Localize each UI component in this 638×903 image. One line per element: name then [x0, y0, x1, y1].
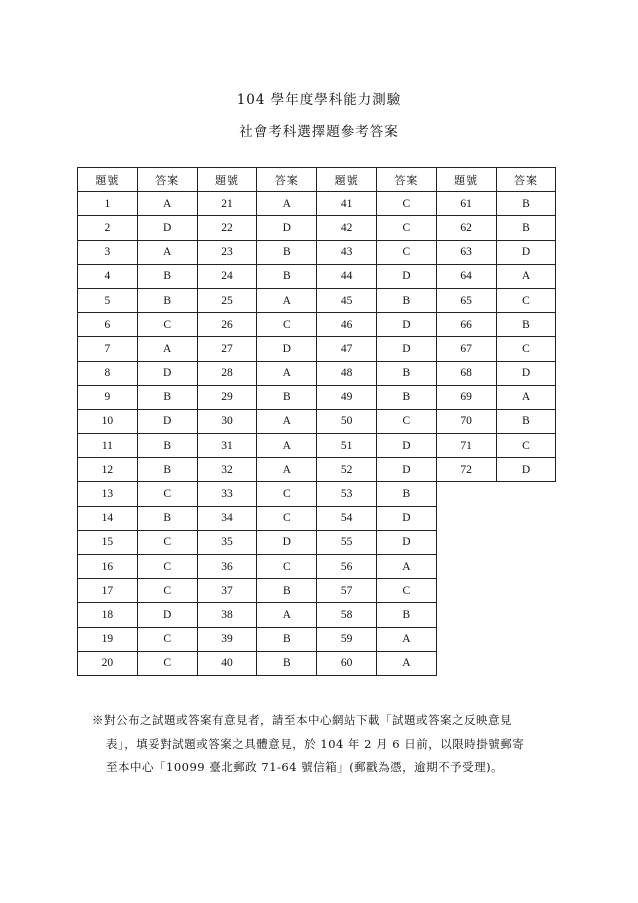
document-title: 104 學年度學科能力測驗	[236, 92, 402, 108]
answer-cell: B	[496, 192, 556, 216]
question-number-cell: 21	[197, 192, 257, 216]
answer-cell: D	[376, 434, 436, 458]
question-number-cell: 22	[197, 216, 257, 240]
answer-cell: B	[137, 506, 197, 530]
question-number-cell: 9	[78, 385, 138, 409]
answer-cell: B	[376, 361, 436, 385]
question-number-cell: 2	[78, 216, 138, 240]
table-row	[78, 240, 556, 264]
table-row	[78, 192, 556, 216]
question-number-cell: 58	[317, 603, 377, 627]
answer-cell: B	[257, 240, 317, 264]
question-number-cell: 55	[317, 530, 377, 554]
answer-cell: A	[376, 651, 436, 675]
question-number-cell: 57	[317, 579, 377, 603]
question-number-cell: 5	[78, 288, 138, 312]
answer-cell: B	[496, 313, 556, 337]
question-number-cell: 24	[197, 264, 257, 288]
answer-cell: A	[257, 288, 317, 312]
question-number-cell: 12	[78, 458, 138, 482]
answer-cell: A	[137, 240, 197, 264]
question-number-cell: 26	[197, 313, 257, 337]
answer-cell: B	[257, 651, 317, 675]
question-number-cell: 66	[436, 313, 496, 337]
empty-cell	[436, 579, 496, 603]
answer-cell: C	[137, 627, 197, 651]
table-row	[78, 288, 556, 312]
answer-cell: B	[137, 385, 197, 409]
empty-cell	[496, 530, 556, 554]
empty-cell	[496, 579, 556, 603]
answer-cell: D	[496, 458, 556, 482]
question-number-cell: 35	[197, 530, 257, 554]
answer-cell: D	[496, 361, 556, 385]
answer-cell: C	[496, 434, 556, 458]
question-number-cell: 20	[78, 651, 138, 675]
question-number-cell: 33	[197, 482, 257, 506]
table-row	[78, 555, 556, 579]
question-number-cell: 13	[78, 482, 138, 506]
answer-cell: A	[257, 192, 317, 216]
question-number-cell: 41	[317, 192, 377, 216]
answer-cell: C	[376, 216, 436, 240]
answer-cell: C	[257, 482, 317, 506]
empty-cell	[496, 651, 556, 675]
answer-cell: D	[137, 216, 197, 240]
answer-cell: C	[137, 555, 197, 579]
empty-cell	[496, 555, 556, 579]
header-answer: 答案	[137, 168, 197, 192]
answer-cell: A	[257, 458, 317, 482]
answer-cell: A	[257, 409, 317, 433]
question-number-cell: 71	[436, 434, 496, 458]
table-row	[78, 264, 556, 288]
answer-cell: D	[137, 603, 197, 627]
answer-cell: B	[257, 627, 317, 651]
question-number-cell: 62	[436, 216, 496, 240]
table-row	[78, 458, 556, 482]
question-number-cell: 31	[197, 434, 257, 458]
question-number-cell: 53	[317, 482, 377, 506]
question-number-cell: 18	[78, 603, 138, 627]
question-number-cell: 1	[78, 192, 138, 216]
question-number-cell: 69	[436, 385, 496, 409]
question-number-cell: 8	[78, 361, 138, 385]
document-subtitle: 社會考科選擇題參考答案	[239, 124, 399, 140]
answer-cell: A	[137, 192, 197, 216]
question-number-cell: 34	[197, 506, 257, 530]
answer-cell: D	[376, 530, 436, 554]
answer-cell: A	[137, 337, 197, 361]
answer-cell: C	[496, 337, 556, 361]
header-question-number: 題號	[317, 168, 377, 192]
question-number-cell: 54	[317, 506, 377, 530]
table-row	[78, 530, 556, 554]
question-number-cell: 63	[436, 240, 496, 264]
question-number-cell: 25	[197, 288, 257, 312]
question-number-cell: 72	[436, 458, 496, 482]
notice-line: 表」，填妥對試題或答案之具體意見，於 104 年 2 月 6 日前，以限時掛號郵寄	[106, 736, 525, 751]
question-number-cell: 11	[78, 434, 138, 458]
question-number-cell: 36	[197, 555, 257, 579]
header-answer: 答案	[257, 168, 317, 192]
answer-cell: B	[376, 288, 436, 312]
header-answer: 答案	[496, 168, 556, 192]
question-number-cell: 15	[78, 530, 138, 554]
question-number-cell: 60	[317, 651, 377, 675]
answer-cell: C	[496, 288, 556, 312]
answer-cell: B	[257, 579, 317, 603]
table-row	[78, 627, 556, 651]
question-number-cell: 45	[317, 288, 377, 312]
answer-cell: B	[137, 264, 197, 288]
empty-cell	[496, 506, 556, 530]
answer-cell: D	[257, 216, 317, 240]
answer-cell: C	[257, 313, 317, 337]
answer-cell: C	[376, 192, 436, 216]
answer-cell: A	[257, 361, 317, 385]
question-number-cell: 30	[197, 409, 257, 433]
question-number-cell: 68	[436, 361, 496, 385]
answer-cell: D	[137, 409, 197, 433]
question-number-cell: 28	[197, 361, 257, 385]
question-number-cell: 64	[436, 264, 496, 288]
answer-cell: A	[376, 627, 436, 651]
answer-cell: C	[376, 240, 436, 264]
table-row	[78, 216, 556, 240]
question-number-cell: 39	[197, 627, 257, 651]
question-number-cell: 47	[317, 337, 377, 361]
answer-cell: B	[257, 264, 317, 288]
header-question-number: 題號	[197, 168, 257, 192]
question-number-cell: 44	[317, 264, 377, 288]
question-number-cell: 29	[197, 385, 257, 409]
question-number-cell: 7	[78, 337, 138, 361]
question-number-cell: 32	[197, 458, 257, 482]
answer-cell: D	[376, 506, 436, 530]
table-row	[78, 651, 556, 675]
table-row	[78, 482, 556, 506]
empty-cell	[436, 506, 496, 530]
empty-cell	[436, 603, 496, 627]
answer-cell: B	[137, 434, 197, 458]
answer-cell: D	[376, 264, 436, 288]
empty-cell	[496, 627, 556, 651]
question-number-cell: 27	[197, 337, 257, 361]
table-row	[78, 361, 556, 385]
question-number-cell: 14	[78, 506, 138, 530]
answer-cell: C	[376, 579, 436, 603]
header-question-number: 題號	[78, 168, 138, 192]
answer-cell: A	[257, 603, 317, 627]
question-number-cell: 50	[317, 409, 377, 433]
header-row	[78, 168, 556, 192]
answer-cell: C	[137, 651, 197, 675]
question-number-cell: 23	[197, 240, 257, 264]
question-number-cell: 48	[317, 361, 377, 385]
answer-cell: D	[257, 530, 317, 554]
table-row	[78, 337, 556, 361]
answer-cell: B	[137, 288, 197, 312]
table-row	[78, 409, 556, 433]
header-answer: 答案	[376, 168, 436, 192]
notice-line: 至本中心「10099 臺北郵政 71-64 號信箱」(郵戳為憑，逾期不予受理)。	[106, 760, 504, 774]
table-row	[78, 506, 556, 530]
answer-cell: B	[496, 216, 556, 240]
answer-cell: B	[257, 385, 317, 409]
answer-cell: D	[376, 458, 436, 482]
answer-cell: B	[496, 409, 556, 433]
answer-cell: D	[496, 240, 556, 264]
answer-cell: C	[137, 579, 197, 603]
empty-cell	[436, 530, 496, 554]
answer-cell: C	[257, 555, 317, 579]
answer-cell: B	[137, 458, 197, 482]
question-number-cell: 10	[78, 409, 138, 433]
answer-cell: A	[257, 434, 317, 458]
question-number-cell: 6	[78, 313, 138, 337]
question-number-cell: 65	[436, 288, 496, 312]
notice-line: ※對公布之試題或答案有意見者，請至本中心網站下載「試題或答案之反映意見	[92, 713, 512, 727]
answer-cell: C	[137, 313, 197, 337]
question-number-cell: 67	[436, 337, 496, 361]
question-number-cell: 51	[317, 434, 377, 458]
answer-cell: D	[376, 313, 436, 337]
answer-cell: C	[137, 530, 197, 554]
question-number-cell: 3	[78, 240, 138, 264]
answer-cell: D	[137, 361, 197, 385]
answer-cell: A	[376, 555, 436, 579]
question-number-cell: 43	[317, 240, 377, 264]
table-row	[78, 603, 556, 627]
question-number-cell: 59	[317, 627, 377, 651]
answer-cell: D	[257, 337, 317, 361]
empty-cell	[436, 627, 496, 651]
answer-cell: D	[376, 337, 436, 361]
answer-cell: C	[137, 482, 197, 506]
answer-cell: C	[376, 409, 436, 433]
table-row	[78, 385, 556, 409]
table-row	[78, 313, 556, 337]
question-number-cell: 38	[197, 603, 257, 627]
answer-table	[77, 167, 556, 676]
question-number-cell: 4	[78, 264, 138, 288]
question-number-cell: 17	[78, 579, 138, 603]
answer-cell: B	[376, 603, 436, 627]
question-number-cell: 70	[436, 409, 496, 433]
question-number-cell: 40	[197, 651, 257, 675]
question-number-cell: 61	[436, 192, 496, 216]
question-number-cell: 56	[317, 555, 377, 579]
question-number-cell: 49	[317, 385, 377, 409]
empty-cell	[436, 651, 496, 675]
question-number-cell: 16	[78, 555, 138, 579]
question-number-cell: 42	[317, 216, 377, 240]
answer-cell: C	[257, 506, 317, 530]
answer-cell: A	[496, 264, 556, 288]
question-number-cell: 46	[317, 313, 377, 337]
empty-cell	[436, 482, 496, 506]
question-number-cell: 19	[78, 627, 138, 651]
header-question-number: 題號	[436, 168, 496, 192]
table-row	[78, 579, 556, 603]
table-row	[78, 434, 556, 458]
answer-cell: B	[376, 385, 436, 409]
notice	[92, 709, 572, 780]
question-number-cell: 37	[197, 579, 257, 603]
question-number-cell: 52	[317, 458, 377, 482]
answer-cell: A	[496, 385, 556, 409]
empty-cell	[436, 555, 496, 579]
empty-cell	[496, 482, 556, 506]
empty-cell	[496, 603, 556, 627]
answer-cell: B	[376, 482, 436, 506]
